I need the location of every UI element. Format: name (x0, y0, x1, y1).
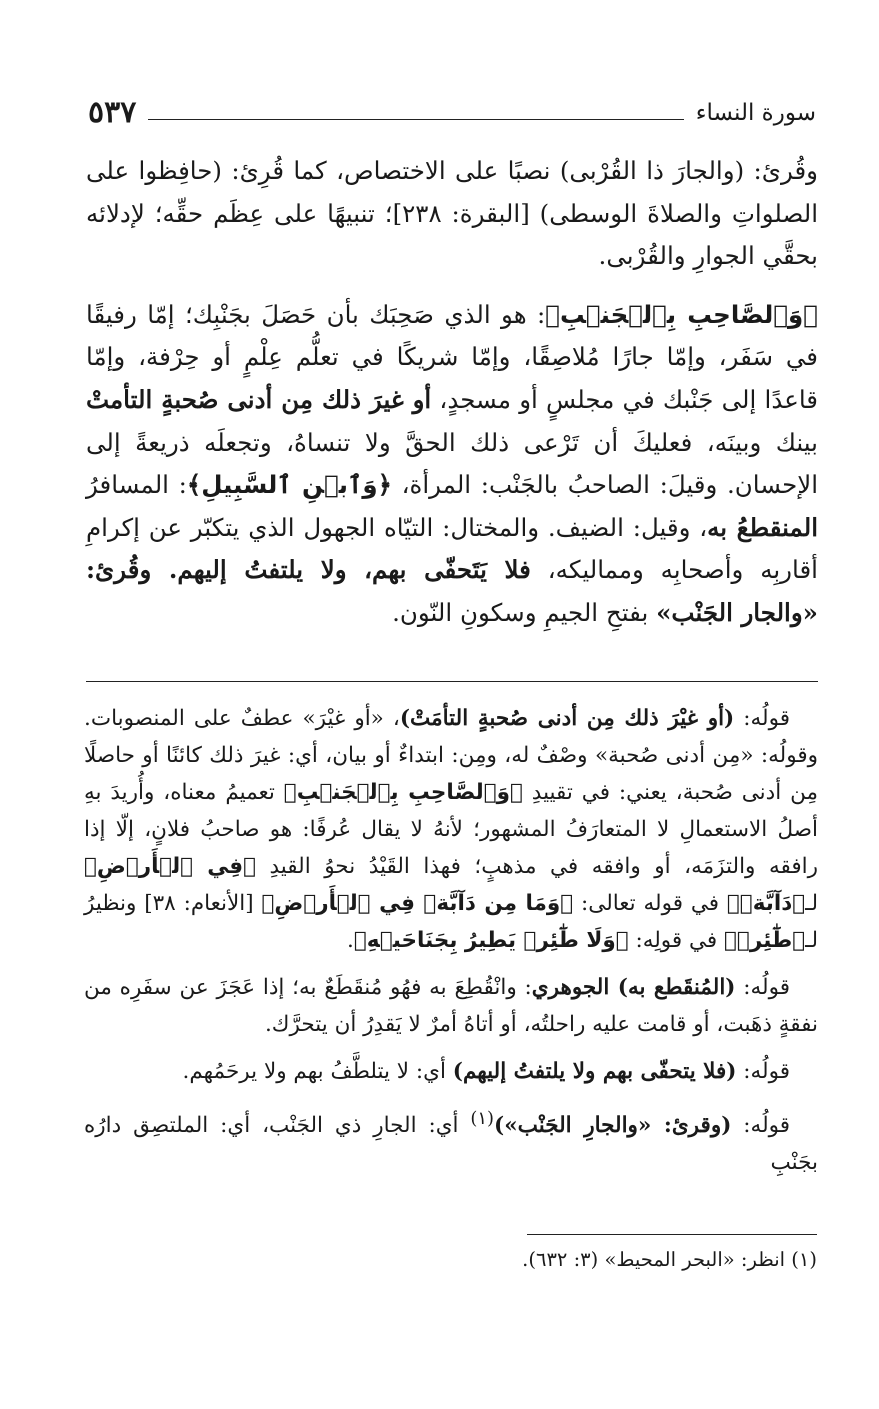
quran-verse: ﴿فِي ٱلۡأَرۡضِ﴾ (84, 854, 256, 879)
page-header (88, 92, 816, 132)
main-text (86, 150, 818, 651)
text-span: ، «أو غيْرَ» عطفٌ على المنصوبات. وقولُه: «مِن أدنى صُحبة» وصْفٌ له، ومِن: ابتداءٌ أو بيان، أي: غيرَ ذلك كائنًا أو حاصلًا مِن أدنى صُحبة، يعني: في تقييدِ (84, 706, 818, 805)
text-span: في قوله تعالى: (573, 891, 727, 916)
text-span: [الأنعام: ٣٨] ونظيرُ لـ (84, 891, 818, 953)
text-span: قولُه: (731, 1113, 790, 1139)
quoted-phrase: (أو غيْرَ ذلك مِن أدنى صُحبةٍ التأمَتْ) (399, 706, 735, 731)
page-number: ٥٣٧ (88, 95, 137, 130)
main-paragraph-2 (86, 294, 818, 635)
text-span: قولُه: (736, 1059, 790, 1084)
quran-verse: ﴿طَٰٓئِرٖ﴾ (724, 928, 806, 953)
text-span: تعميمُ معناه، وأُريدَ بهِ أصلُ الاستعمالِ لا المتعارَفُ المشهور؛ لأنهُ لا يقال عُرفًا: هو صاحبُ فلانٍ، إلّا إذا رافقه والتزَمَه، أو وافقه في مذهبٍ؛ فهذا القَيْدُ نحوُ القيدِ (84, 780, 818, 879)
quoted-phrase: المنقطعُ به (707, 512, 818, 542)
quran-verse: ﴿وَٱبۡنِ ٱلسَّبِيلِ﴾ (186, 470, 392, 500)
text-span: ، وقيل: الضيف. والمختال: التيّاه الجهول الذي يتكبّر عن إكرامِ أقاربِه وأصحابِه ومماليكه، (86, 512, 818, 585)
surah-title: سورة النساء (695, 100, 816, 126)
commentary-paragraph-4 (84, 1100, 818, 1181)
text-span: أي: الجارِ ذي الجَنْب، أي: الملتصِق دارُه بجَنْبِ (84, 1113, 818, 1176)
text-span: بينك وبينَه، فعليكَ أن تَرْعى ذلك الحقَّ ولا تنساهُ، وتجعلَه ذريعةً إلى الإحسان. وقيلَ: الصاحبُ بالجَنْب: المرأة، (86, 427, 819, 500)
quran-verse: ﴿وَمَا مِن دَآبَّةٖ فِي ٱلۡأَرۡضِ﴾ (261, 891, 574, 916)
quoted-phrase: فلا يَتَحفّى بهم، ولا يلتفتُ إليهم. وقُرئ: «والجار الجَنْب» (86, 555, 818, 627)
quran-verse: ﴿وَٱلصَّاحِبِ بِٱلۡجَنۢبِ﴾ (283, 780, 523, 805)
quoted-phrase: (فلا يتحفّى بهم ولا يلتفتُ إليهم) (452, 1059, 737, 1084)
text-span: : وانْقُطِعَ به فهُو مُنقَطَعٌ به؛ إذا عَجَزَ عن سفَرِه من نفقةٍ ذهَبت، أو قامت عليه راحلتُه، أو أتاهُ أمرٌ لا يَقدِرُ أن يتحرَّك. (84, 975, 818, 1037)
text-span: قولُه: (734, 706, 790, 731)
quran-verse: ﴿وَلَا طَٰٓئِرٖ يَطِيرُ بِجَنَاحَيۡهِ﴾ (353, 928, 629, 953)
commentary-separator (86, 681, 818, 682)
commentary-paragraph-3 (84, 1053, 818, 1090)
header-rule (148, 119, 683, 120)
text-span: بفتحِ الجيمِ وسكونِ النّون. (392, 597, 657, 627)
text-span: أي: لا يتلطَّفُ بهم ولا يرحَمُهم. (182, 1059, 453, 1084)
commentary (84, 700, 818, 1191)
quoted-phrase: (وقرئ: «والجارِ الجَنْب») (494, 1113, 732, 1139)
quoted-phrase: أو غيرَ ذلك مِن أدنى صُحبةٍ التأمتْ (86, 384, 432, 414)
quoted-phrase: (المُنقَطع به) الجوهري (531, 975, 736, 1000)
footnote-rule (527, 1234, 817, 1235)
main-paragraph-1: وقُرئ: (والجارَ ذا القُرْبى) نصبًا على الاختصاص، كما قُرِئ: (حافِظوا على الصلواتِ والصلاةَ الوسطى) [البقرة: ٢٣٨]؛ تنبيهًا على عِظَم حقِّه؛ لإدلائه بحقَّي الجوارِ والقُرْبى. (86, 156, 819, 271)
quran-verse: ﴿دَآبَّةٖ﴾ (726, 891, 806, 916)
commentary-paragraph-1 (84, 700, 818, 959)
text-span: في قولِه: (628, 928, 725, 953)
quran-verse: ﴿وَٱلصَّاحِبِ بِٱلۡجَنۢبِ﴾ (545, 299, 818, 329)
text-span: لـ (805, 891, 818, 916)
footnote-marker: (١) (470, 1108, 495, 1129)
text-span: . (347, 928, 354, 953)
commentary-paragraph-2 (84, 969, 818, 1043)
text-span: : المسافرُ (86, 470, 187, 500)
text-span: : هو الذي صَحِبَك بأن حَصَلَ بجَنْبِك؛ إمّا رفيقًا في سَفَر، وإمّا جارًا مُلاصِقًا، وإمّا شريكًا في تعلُّم عِلْمٍ أو حِرْفة، وإمّا قاعدًا إلى جَنْبك في مجلسٍ أو مسجدٍ، (86, 299, 818, 414)
footnote: (١) انظر: «البحر المحيط» (٣: ٦٣٢). (522, 1248, 817, 1271)
text-span: قولُه: (735, 975, 790, 1000)
